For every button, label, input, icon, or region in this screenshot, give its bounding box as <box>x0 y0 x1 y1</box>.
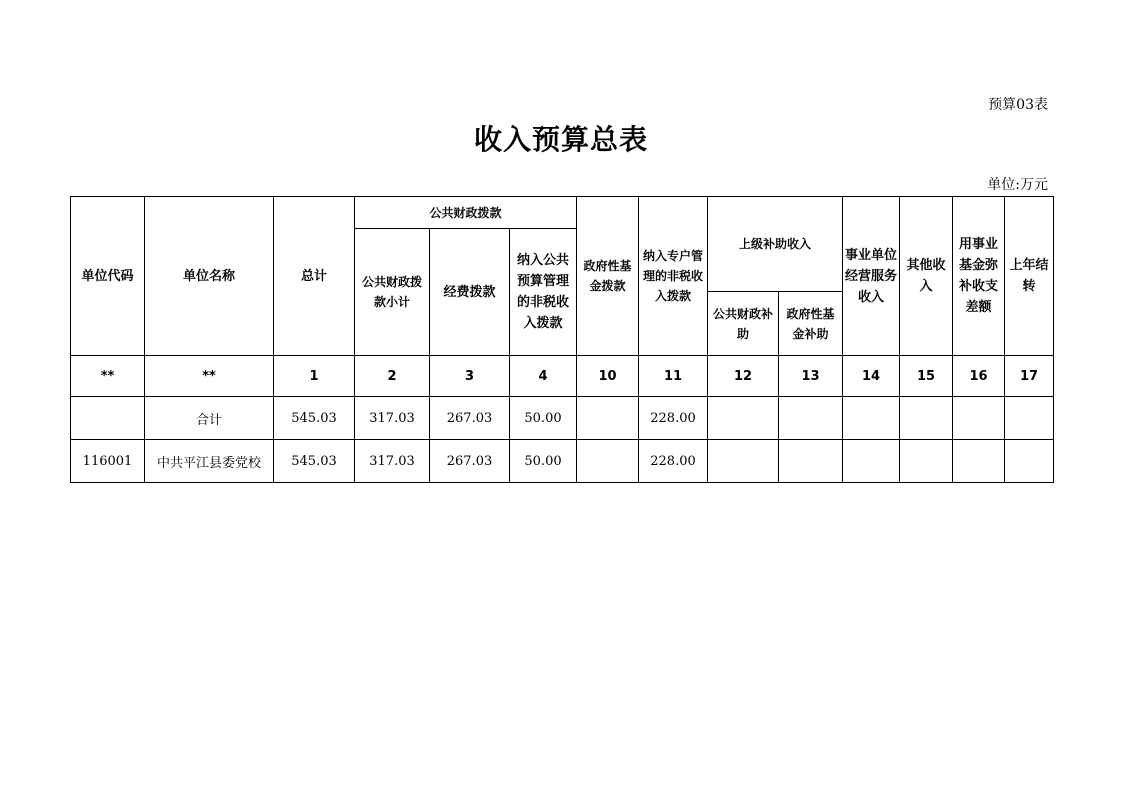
cell-business <box>843 397 900 440</box>
cell-funding: 267.03 <box>430 397 510 440</box>
cell-nontax: 50.00 <box>510 440 577 483</box>
cell-special-nontax: 228.00 <box>639 397 708 440</box>
cell-special-nontax: 228.00 <box>639 440 708 483</box>
page-title: 收入预算总表 <box>473 123 648 156</box>
cell-fund-makeup <box>953 440 1005 483</box>
header-row-1 <box>71 197 1054 229</box>
cell-gov-fund <box>577 440 639 483</box>
header-total: 总计 <box>274 197 355 356</box>
cell-nontax: 50.00 <box>510 397 577 440</box>
table-row-unit <box>71 440 1054 483</box>
header-fund-makeup: 用事业基金弥补收支差额 <box>953 197 1005 356</box>
col-num-cell: 12 <box>708 356 779 397</box>
col-num-cell: 1 <box>274 356 355 397</box>
cell-code: 116001 <box>71 440 145 483</box>
header-gf-subsidy: 政府性基金补助 <box>779 292 843 356</box>
cell-pf-subsidy <box>708 440 779 483</box>
cell-gf-subsidy <box>779 440 843 483</box>
header-funding: 经费拨款 <box>430 229 510 356</box>
col-num-cell: ** <box>71 356 145 397</box>
cell-carryover <box>1005 397 1054 440</box>
col-num-cell: 14 <box>843 356 900 397</box>
cell-gf-subsidy <box>779 397 843 440</box>
header-public-finance: 公共财政拨款 <box>355 197 577 229</box>
header-name: 单位名称 <box>145 197 274 356</box>
col-num-cell: 3 <box>430 356 510 397</box>
cell-name: 合计 <box>145 397 274 440</box>
column-number-row <box>71 356 1054 397</box>
table-row-total <box>71 397 1054 440</box>
cell-pf-subsidy <box>708 397 779 440</box>
unit-label: 单位:万元 <box>987 177 1048 193</box>
header-business: 事业单位经营服务收入 <box>843 197 900 356</box>
col-num-cell: 2 <box>355 356 430 397</box>
header-nontax: 纳入公共预算管理的非税收入拨款 <box>510 229 577 356</box>
col-num-cell: 11 <box>639 356 708 397</box>
cell-other <box>900 440 953 483</box>
cell-carryover <box>1005 440 1054 483</box>
cell-code <box>71 397 145 440</box>
col-num-cell: 16 <box>953 356 1005 397</box>
cell-fund-makeup <box>953 397 1005 440</box>
cell-business <box>843 440 900 483</box>
form-number: 预算03表 <box>988 97 1048 113</box>
header-gov-fund: 政府性基金拨款 <box>577 197 639 356</box>
cell-pf-subtotal: 317.03 <box>355 440 430 483</box>
cell-total: 545.03 <box>274 440 355 483</box>
header-other: 其他收入 <box>900 197 953 356</box>
col-num-cell: 15 <box>900 356 953 397</box>
cell-other <box>900 397 953 440</box>
header-pf-subtotal: 公共财政拨款小计 <box>355 229 430 356</box>
cell-name: 中共平江县委党校 <box>145 440 274 483</box>
header-pf-subsidy: 公共财政补助 <box>708 292 779 356</box>
header-upper-subsidy: 上级补助收入 <box>708 197 843 292</box>
header-special-nontax: 纳入专户管理的非税收入拨款 <box>639 197 708 356</box>
col-num-cell: 13 <box>779 356 843 397</box>
cell-gov-fund <box>577 397 639 440</box>
income-budget-table <box>70 196 1054 483</box>
col-num-cell: ** <box>145 356 274 397</box>
cell-pf-subtotal: 317.03 <box>355 397 430 440</box>
col-num-cell: 17 <box>1005 356 1054 397</box>
header-code: 单位代码 <box>71 197 145 356</box>
cell-funding: 267.03 <box>430 440 510 483</box>
header-carryover: 上年结转 <box>1005 197 1054 356</box>
col-num-cell: 10 <box>577 356 639 397</box>
cell-total: 545.03 <box>274 397 355 440</box>
col-num-cell: 4 <box>510 356 577 397</box>
